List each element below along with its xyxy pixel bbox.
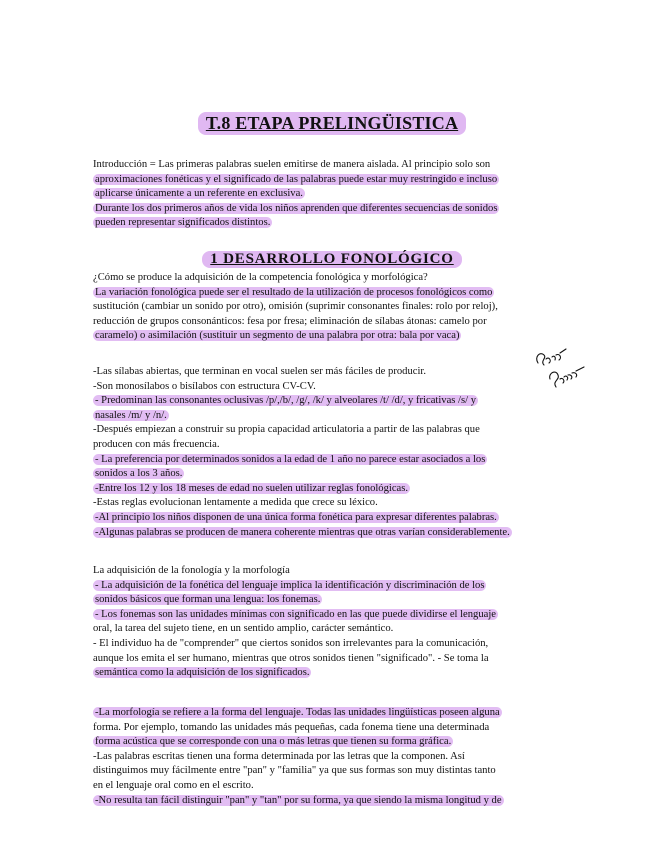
intro-line: aproximaciones fonéticas y el significado de las palabras puede estar muy restringido e incluso: [95, 173, 498, 185]
list-item: -Después empiezan a construir su propia capacidad articulatoria a partir de las palabras que: [93, 424, 480, 436]
list-item: - La preferencia por determinados sonidos a la edad de 1 año no parece estar asociados a los: [95, 453, 486, 465]
list-item: -Algunas palabras se producen de manera coherente mientras que otras varían considerablemente.: [95, 526, 510, 538]
paragraph-line: en el lenguaje oral como en el escrito.: [93, 779, 254, 791]
paragraph-line: distinguimos muy fácilmente entre "pan" y "familia" ya que sus formas son muy distintas tanto: [93, 765, 496, 777]
form-paragraph: [93, 706, 571, 808]
variation-line: La variación fonológica puede ser el resultado de la utilización de procesos fonológicos como: [95, 286, 493, 298]
list-item: -Son monosílabos o bisílabos con estructura CV-CV.: [93, 380, 316, 392]
section-title-container: [0, 250, 664, 268]
morphology-section: [93, 564, 571, 681]
paragraph-line: -No resulta tan fácil distinguir "pan" y "tan" por su forma, ya que siendo la misma longitud y de: [95, 794, 502, 806]
paragraph-line: forma. Por ejemplo, tomando las unidades más pequeñas, cada fonema tiene una determinada: [93, 721, 490, 733]
intro-paragraph: [93, 158, 571, 231]
intro-line: aplicarse únicamente a un referente en exclusiva.: [95, 188, 303, 200]
list-item: -Al principio los niños disponen de una única forma fonética para expresar diferentes palabras.: [95, 511, 497, 523]
list-item: - La adquisición de la fonética del lenguaje implica la identificación y discriminación de los: [95, 579, 485, 591]
intro-line: pueden representar significados distintos.: [95, 217, 271, 229]
list-item: semántica como la adquisición de los significados.: [95, 667, 310, 679]
section-title: 1 DESARROLLO FONOLÓGICO: [202, 251, 461, 268]
list-item: -Estas reglas evolucionan lentamente a medida que crece su léxico.: [93, 497, 378, 509]
list-item: - Predominan las consonantes oclusivas /p/,/b/, /g/, /k/ y alveolares /t/ /d/, y fricativas /s/ y: [95, 395, 477, 407]
intro-line: Introducción = Las primeras palabras suelen emitirse de manera aislada. Al principio solo son: [93, 159, 491, 170]
list-item: nasales /m/ y /n/.: [95, 409, 167, 421]
list-item: sonidos a los 3 años.: [95, 468, 183, 480]
question-line: ¿Cómo se produce la adquisición de la competencia fonológica y morfológica?: [93, 272, 428, 283]
list-item: sonidos básicos que forman una lengua: los fonemas.: [95, 594, 321, 606]
variation-line: reducción de grupos consonánticos: fesa por fresa; eliminación de sílabas átonas: camelo por: [93, 315, 487, 327]
features-list: [93, 365, 571, 540]
page-title: T.8 ETAPA PRELINGÜISTICA: [198, 112, 466, 135]
paragraph-line: -La morfología se refiere a la forma del lenguaje. Todas las unidades lingüísticas poseen alguna: [95, 707, 500, 718]
intro-line: Durante los dos primeros años de vida los niños aprenden que diferentes secuencias de sonidos: [95, 202, 498, 214]
variation-paragraph: [93, 271, 571, 344]
paragraph-line: -Las palabras escritas tienen una forma determinada por las letras que la componen. Así: [93, 750, 465, 762]
variation-line: caramelo) o asimilación (sustituir un segmento de una palabra por otra: bala por vaca): [95, 330, 460, 342]
list-item: aunque los emita el ser humano, mientras que otros sonidos tienen "significado". - Se toma la: [93, 652, 489, 664]
list-item: -Las sílabas abiertas, que terminan en vocal suelen ser más fáciles de producir.: [93, 366, 426, 377]
list-item: - El individuo ha de "comprender" que ciertos sonidos son irrelevantes para la comunicación,: [93, 637, 489, 649]
morphology-heading: La adquisición de la fonología y la morfología: [93, 565, 290, 576]
paragraph-line: forma acústica que se corresponde con una o más letras que tienen su forma gráfica.: [95, 736, 452, 748]
list-item: -Entre los 12 y los 18 meses de edad no suelen utilizar reglas fonológicas.: [95, 482, 409, 494]
list-item: producen con más frecuencia.: [93, 438, 220, 450]
title-container: [0, 112, 664, 135]
list-item: oral, la tarea del sujeto tiene, en un sentido amplio, carácter semántico.: [93, 623, 394, 635]
variation-line: sustitución (cambiar un sonido por otro), omisión (suprimir consonantes finales: rolo por reloj),: [93, 301, 498, 313]
list-item: - Los fonemas son las unidades mínimas con significado en las que puede dividirse el lenguaje: [95, 608, 496, 620]
